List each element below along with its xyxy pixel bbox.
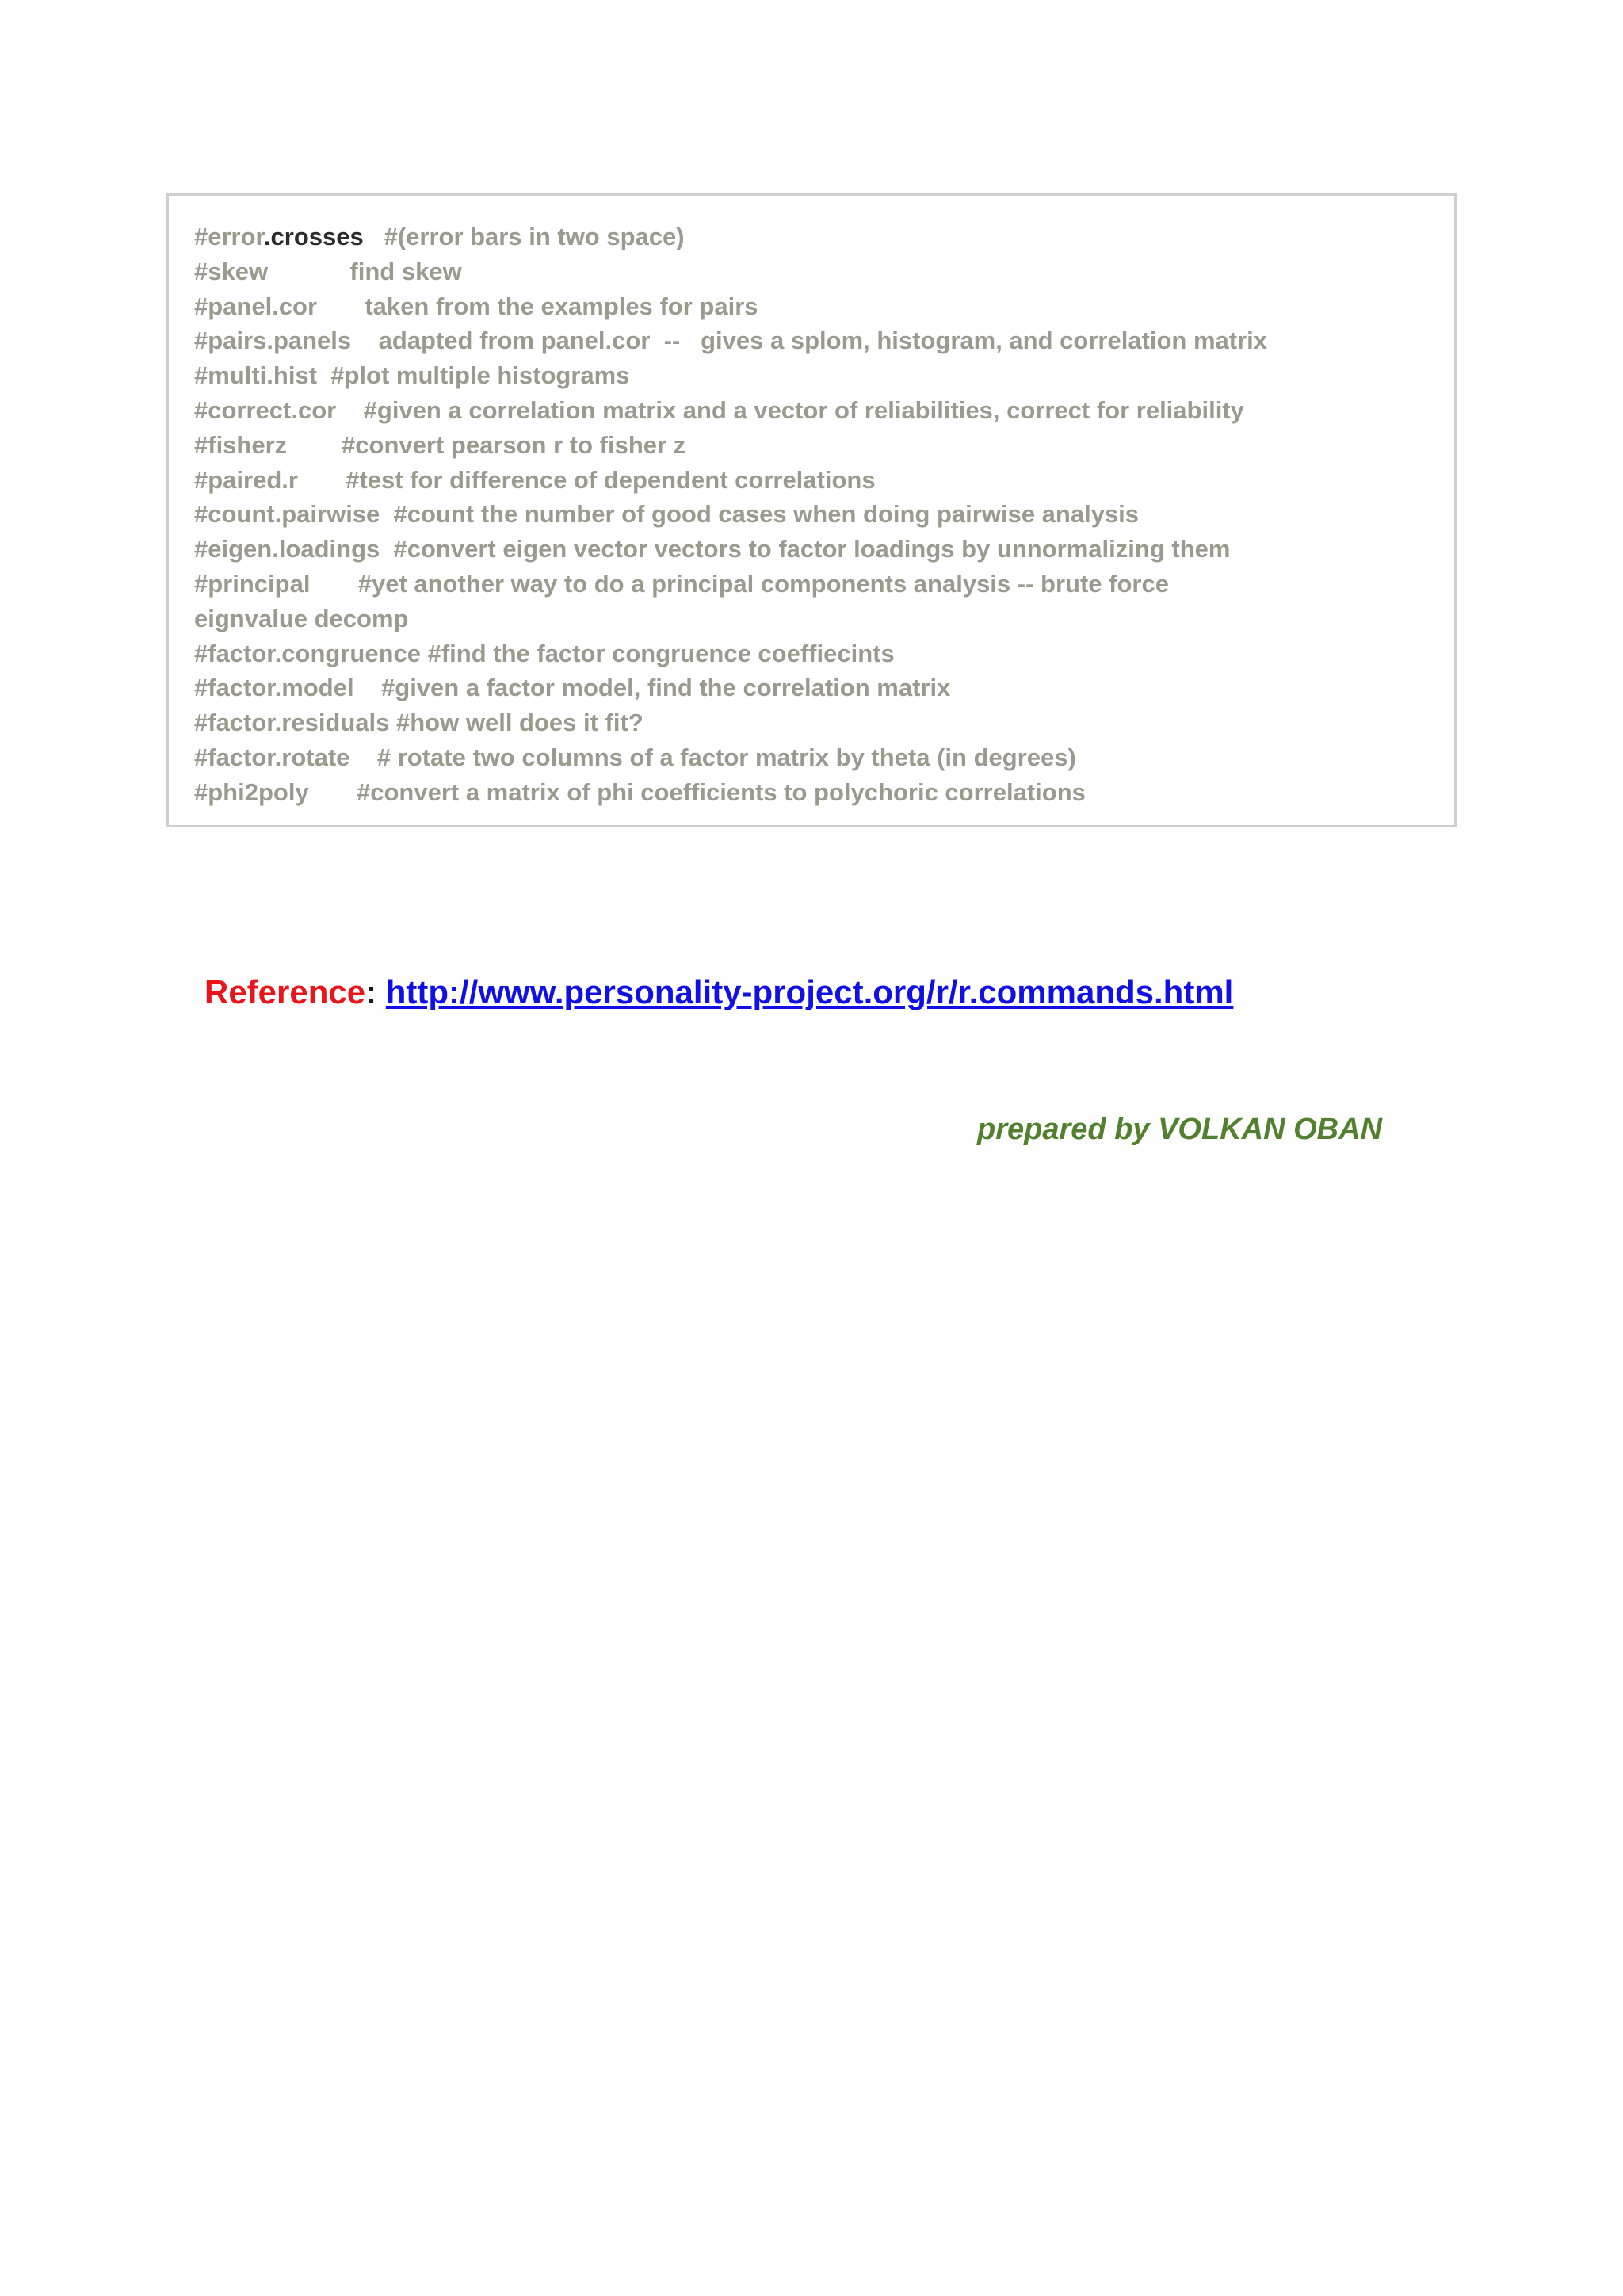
reference-link[interactable]: http://www.personality-project.org/r/r.commands.html	[385, 973, 1234, 1010]
code-line-error-crosses	[194, 220, 1454, 254]
code-line: #factor.model #given a factor model, find the correlation matrix	[194, 674, 951, 702]
author-credit: prepared by VOLKAN OBAN	[977, 1113, 1382, 1146]
code-highlight: .crosses	[263, 223, 364, 250]
code-line: #correct.cor #given a correlation matrix and a vector of reliabilities, correct for reliability	[194, 395, 1244, 424]
code-line: eignvalue decomp	[194, 604, 409, 632]
code-line: #count.pairwise #count the number of good cases when doing pairwise analysis	[194, 500, 1140, 529]
code-comment: #(error bars in two space)	[363, 223, 685, 250]
code-line: #factor.residuals #how well does it fit?	[194, 709, 643, 737]
code-line: #principal #yet another way to do a principal components analysis -- brute force	[194, 569, 1169, 598]
code-line: #multi.hist #plot multiple histograms	[194, 361, 630, 390]
code-line: #skew find skew	[194, 257, 462, 285]
code-line: #pairs.panels adapted from panel.cor -- gives a splom, histogram, and correlation matrix	[194, 327, 1268, 355]
code-line: #paired.r #test for difference of dependent correlations	[194, 465, 876, 494]
code-line: #factor.rotate # rotate two columns of a factor matrix by theta (in degrees)	[194, 743, 1076, 771]
code-line: #panel.cor taken from the examples for pairs	[194, 292, 758, 320]
code-line: #fisherz #convert pearson r to fisher z	[194, 430, 686, 459]
code-prefix: #error	[194, 223, 264, 250]
code-line: #eigen.loadings #convert eigen vector vectors to factor loadings by unnormalizing them	[194, 535, 1231, 563]
reference-label: Reference	[204, 973, 366, 1010]
code-line: #phi2poly #convert a matrix of phi coefficients to polychoric correlations	[194, 777, 1086, 806]
code-line: #factor.congruence #find the factor congruence coeffiecints	[194, 639, 895, 667]
reference-line	[204, 970, 1233, 1014]
reference-colon: :	[365, 973, 386, 1010]
code-box	[166, 193, 1457, 827]
